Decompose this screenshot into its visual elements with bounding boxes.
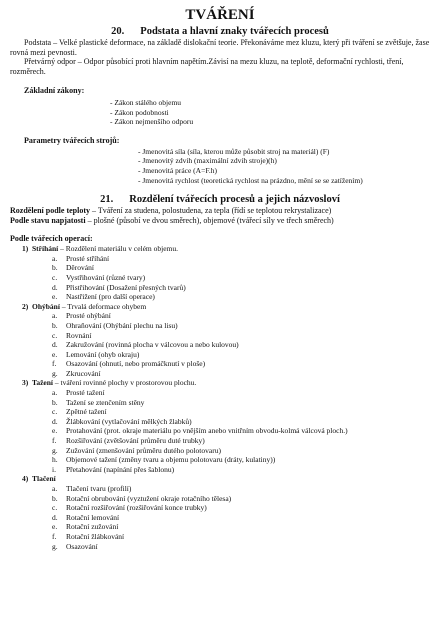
list-item: - Zákon nejmenšího odporu <box>110 117 430 127</box>
operation-number: 2) <box>22 301 29 311</box>
operation-description: – Rozdělení materiálu v celém objemu. <box>58 244 179 254</box>
operation-subitem <box>52 321 430 331</box>
subitem-text: Rovnání <box>66 330 92 340</box>
subitem-text: Osazování <box>66 541 98 551</box>
definition: – Tváření za studena, polostudena, za tepla (řídí se teplotou rekrystalizace) <box>90 206 332 216</box>
term: Podstata <box>24 38 52 47</box>
subitem-text: Žlábkování (vytlačování mělkých žlabků) <box>66 416 192 426</box>
split-by-temperature <box>10 206 430 216</box>
subitem-text: Protahování (prot. okraje materiálu po vnějším anebo vnitřním obvodu-kolmá válcová ploch.) <box>66 426 348 436</box>
list-item: - Zákon podobnosti <box>110 108 430 118</box>
list-item: - Jmenovitá síla (síla, kterou může působit stroj na materiál) (F) <box>138 147 430 157</box>
subitem-letter: d. <box>52 416 58 426</box>
operation-subitem <box>52 254 430 264</box>
subitem-letter: b. <box>52 493 58 503</box>
operation-subitem <box>52 283 430 293</box>
operations-list <box>22 244 430 551</box>
subitem-letter: i. <box>52 464 56 474</box>
operation-number: 1) <box>22 244 29 254</box>
section-number: 20. <box>111 26 125 37</box>
operation-description: – tváření rovinné plochy v prostorovou plochu. <box>52 378 197 388</box>
term: Podle stavu napjatosti <box>10 215 86 225</box>
subitem-letter: f. <box>52 359 57 369</box>
subitem-letter: a. <box>52 484 58 493</box>
subitem-letter: e. <box>52 522 58 532</box>
definition: – plošné (působí ve dvou směrech), objemové (tvářecí síly ve třech směrech) <box>85 215 334 225</box>
subitem-text: Děrování <box>66 263 94 273</box>
operation-subitem <box>52 273 430 283</box>
params-label: Parametry tvářecích strojů: <box>24 135 120 145</box>
operation-subitem <box>52 388 430 398</box>
operation-subitem <box>52 359 430 369</box>
operation-subitem <box>52 465 430 475</box>
operation-heading <box>22 474 430 484</box>
operation-subitem <box>52 503 430 513</box>
operation-name: Stříhání <box>32 244 59 254</box>
subitem-letter: f. <box>52 531 57 541</box>
operation-subitem <box>52 331 430 341</box>
operation-subitem <box>52 311 430 321</box>
operation-description: – Trvalá deformace ohybem <box>59 301 147 311</box>
subitem-letter: c. <box>52 330 58 340</box>
subitem-text: Prosté ohýbání <box>66 311 111 321</box>
subitem-text: Objemové tažení (změny tvaru a objemu polotovaru (dráty, kulatiny)) <box>66 455 276 465</box>
subitem-letter: e. <box>52 292 58 302</box>
split-by-stress <box>10 216 430 226</box>
subitem-text: Zpětné tažení <box>66 407 107 417</box>
subitem-letter: c. <box>52 407 58 417</box>
list-item: - Jmenovitá rychlost (teoretická rychlost na prázdno, mění se se zatížením) <box>138 176 430 186</box>
operation-subitem <box>52 494 430 504</box>
subitem-text: Ohraňování (Ohýbání plechu na lisu) <box>66 320 178 330</box>
subitem-letter: g. <box>52 541 58 551</box>
operation-name: Tažení <box>32 378 53 388</box>
list-item: - Zákon stálého objemu <box>110 98 430 108</box>
subitem-text: Zužování (zmenšování průměru dutého polotovaru) <box>66 445 221 455</box>
subitem-text: Rotační lemování <box>66 512 120 522</box>
operation-subitem <box>52 484 430 494</box>
subitem-letter: b. <box>52 263 58 273</box>
subitem-text: Přetahování (napínání přes šablonu) <box>66 464 175 474</box>
document-page <box>0 4 440 621</box>
section-title: Podstata a hlavní znaky tvářecích procesů <box>140 26 329 37</box>
operation-subitem <box>52 426 430 436</box>
document-title: TVÁŘENÍ <box>185 7 255 23</box>
subitem-letter: d. <box>52 512 58 522</box>
operation-subitem <box>52 436 430 446</box>
subitem-letter: d. <box>52 340 58 350</box>
operation-subitem <box>52 446 430 456</box>
operation-subitem <box>52 522 430 532</box>
term: Rozdělení podle teploty <box>10 206 90 216</box>
subitem-letter: g. <box>52 445 58 455</box>
subitem-text: Rozšiřování (zvětšování průměru duté trubky) <box>66 436 205 446</box>
subitem-text: Tažení se ztenčením stěny <box>66 397 145 407</box>
definition: – Velké plastické deformace, na základě dislokační teorie. Překonáváme mez kluzu, který při tváření se zvětšuje, žase rovná mezi pevnosti. <box>10 38 430 57</box>
subitem-text: Prosté tažení <box>66 388 105 398</box>
ops-label: Podle tvářecích operací: <box>10 234 93 244</box>
subitem-text: Zakružování (rovinná plocha v válcovou a nebo kulovou) <box>66 340 239 350</box>
operation-subitem <box>52 455 430 465</box>
section-title: Rozdělení tvářecích procesů a jejich názvosloví <box>129 194 340 206</box>
operation-subitem <box>52 340 430 350</box>
subitem-text: Rotační žlábkování <box>66 531 125 541</box>
operation-subitem <box>52 369 430 379</box>
subitem-text: Přistřihování (Dosažení přesných tvarů) <box>66 282 186 292</box>
subitem-text: Tlačení tvaru (profilí) <box>66 484 132 493</box>
paragraph-pretvarny-odpor: Přetvárný odpor – Odpor působící proti hlavním napětím.Závisí na mezu kluzu, na teplotě, deformační rychlosti, tření, rozměrech. <box>10 57 404 76</box>
operation-heading <box>22 302 430 312</box>
operation-number: 4) <box>22 474 29 484</box>
subitem-text: Lemování (ohyb okraju) <box>66 349 140 359</box>
operation-name: Tlačení <box>32 474 56 484</box>
operation-subitem <box>52 407 430 417</box>
subitem-letter: b. <box>52 397 58 407</box>
laws-list <box>110 98 430 127</box>
subitem-letter: d. <box>52 282 58 292</box>
subitem-letter: c. <box>52 503 58 513</box>
operation-subitem <box>52 513 430 523</box>
subitem-text: Vystřihování (různé tvary) <box>66 272 146 282</box>
subitem-text: Rotační zužování <box>66 522 119 532</box>
operation-subitem <box>52 532 430 542</box>
subitem-letter: e. <box>52 426 58 436</box>
subitem-letter: a. <box>52 388 58 398</box>
subitem-text: Prosté stříhání <box>66 253 110 263</box>
operation-number: 3) <box>22 378 29 388</box>
params-list <box>138 147 430 185</box>
section-21-heading <box>10 194 430 206</box>
operation-name: Ohýbání <box>32 301 60 311</box>
subitem-letter: a. <box>52 311 58 321</box>
list-item: - Jmenovitý zdvih (maximální zdvih stroje)(h) <box>138 156 430 166</box>
subitem-text: Zkrucování <box>66 368 101 378</box>
section-20-heading <box>10 26 430 38</box>
section-number: 21. <box>100 194 114 206</box>
laws-label: Základní zákony: <box>24 86 85 95</box>
operation-subitem <box>52 417 430 427</box>
subitem-text: Rotační obrubování (vyztužení okraje rotačního tělesa) <box>66 493 232 503</box>
subitem-text: Nastřižení (pro další operace) <box>66 292 155 302</box>
subitem-letter: e. <box>52 349 58 359</box>
subitem-letter: h. <box>52 455 58 465</box>
subitem-text: Rotační rozšiřování (rozšiřování konce trubky) <box>66 503 207 513</box>
list-item: - Jmenovitá práce (A=F.h) <box>138 166 430 176</box>
paragraph-podstata <box>10 38 430 57</box>
subitem-text: Osazování (ohnutí, nebo promáčknutí v ploše) <box>66 359 206 369</box>
subitem-letter: g. <box>52 368 58 378</box>
operation-subitem <box>52 398 430 408</box>
operation-subitem <box>52 350 430 360</box>
operation-heading <box>22 378 430 388</box>
operation-heading <box>22 244 430 254</box>
subitem-letter: b. <box>52 320 58 330</box>
operation-subitem <box>52 263 430 273</box>
operation-subitem <box>52 292 430 302</box>
subitem-letter: c. <box>52 272 58 282</box>
subitem-letter: f. <box>52 436 57 446</box>
subitem-letter: a. <box>52 253 58 263</box>
operation-subitem <box>52 542 430 552</box>
